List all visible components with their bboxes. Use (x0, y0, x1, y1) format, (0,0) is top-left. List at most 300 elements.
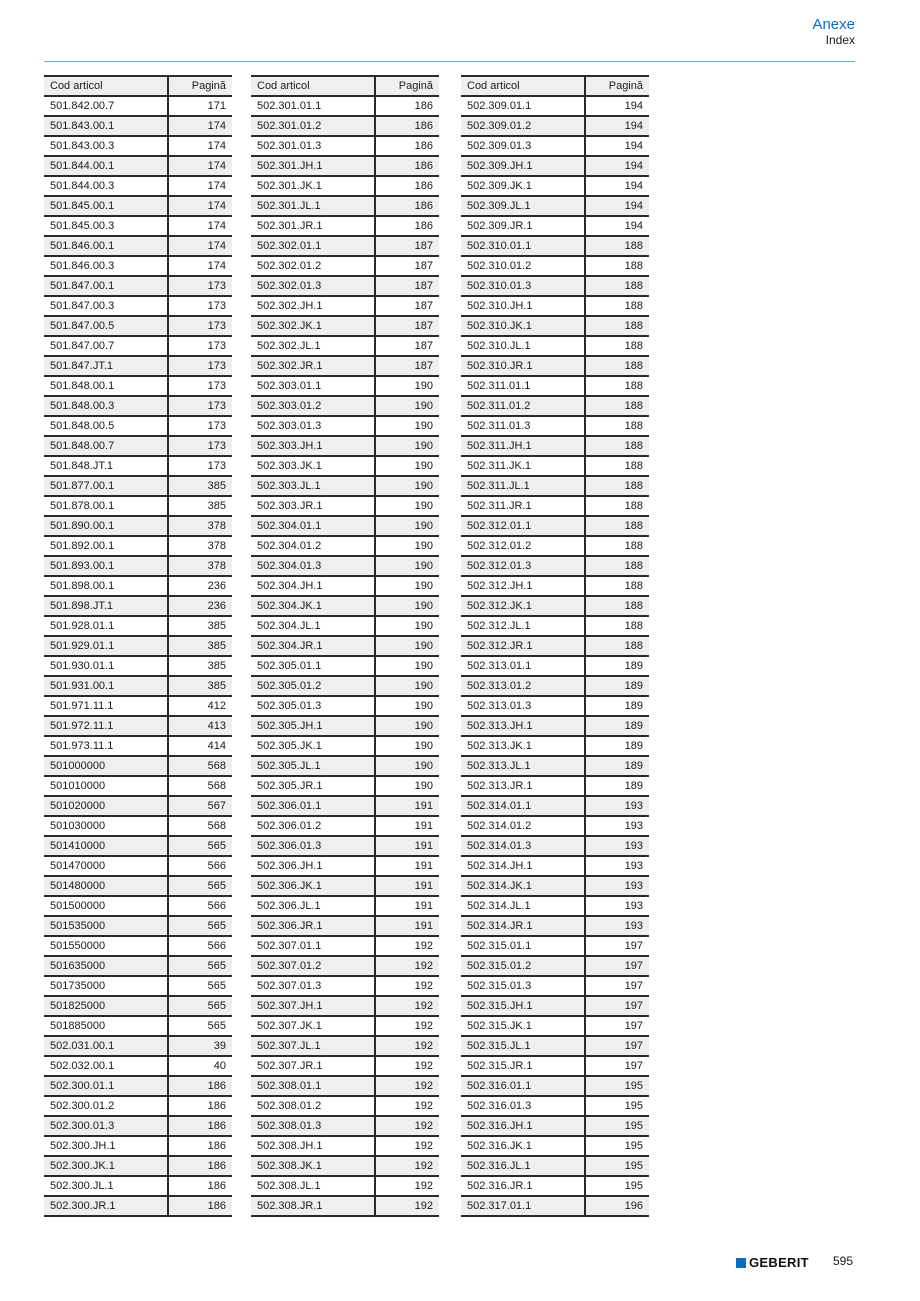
section-title: Anexe (812, 16, 855, 33)
page-reference: 186 (375, 136, 439, 156)
table-row (251, 376, 439, 396)
table-row (44, 116, 232, 136)
article-code: 502.313.01.1 (461, 656, 585, 676)
article-code: 502.305.JK.1 (251, 736, 375, 756)
table-row (461, 336, 649, 356)
table-row (461, 476, 649, 496)
table-row (461, 816, 649, 836)
article-code: 501885000 (44, 1016, 168, 1036)
page-reference: 190 (375, 536, 439, 556)
article-code: 502.307.JH.1 (251, 996, 375, 1016)
page-reference: 186 (168, 1196, 232, 1216)
page-reference: 190 (375, 396, 439, 416)
article-code: 501.846.00.3 (44, 256, 168, 276)
page-reference: 186 (168, 1116, 232, 1136)
table-row (461, 636, 649, 656)
page-reference: 195 (585, 1156, 649, 1176)
page-reference: 565 (168, 876, 232, 896)
page-reference: 188 (585, 396, 649, 416)
table-row (44, 696, 232, 716)
table-row (44, 336, 232, 356)
article-code: 502.309.01.2 (461, 116, 585, 136)
table-row (251, 216, 439, 236)
table-row (44, 96, 232, 116)
article-code: 502.300.01.3 (44, 1116, 168, 1136)
article-code: 502.316.01.3 (461, 1096, 585, 1116)
table-row (251, 136, 439, 156)
table-row (461, 796, 649, 816)
article-code: 501000000 (44, 756, 168, 776)
page-reference: 188 (585, 636, 649, 656)
article-code: 501.893.00.1 (44, 556, 168, 576)
page-reference: 189 (585, 656, 649, 676)
page-reference: 187 (375, 296, 439, 316)
table-row (44, 536, 232, 556)
page-reference: 193 (585, 836, 649, 856)
page-reference: 197 (585, 976, 649, 996)
article-code: 502.313.JK.1 (461, 736, 585, 756)
page-reference: 187 (375, 356, 439, 376)
table-row (251, 1196, 439, 1216)
table-row (44, 896, 232, 916)
table-row (461, 436, 649, 456)
table-row (44, 296, 232, 316)
page-reference: 188 (585, 476, 649, 496)
page-reference: 413 (168, 716, 232, 736)
table-row (461, 976, 649, 996)
table-row (461, 1016, 649, 1036)
table-row (251, 1136, 439, 1156)
page-reference: 194 (585, 176, 649, 196)
table-row (461, 856, 649, 876)
table-row (251, 736, 439, 756)
page-reference: 186 (375, 156, 439, 176)
article-code: 502.303.01.2 (251, 396, 375, 416)
table-row (461, 136, 649, 156)
table-row (461, 956, 649, 976)
table-row (461, 536, 649, 556)
article-code: 501.931.00.1 (44, 676, 168, 696)
table-row (461, 236, 649, 256)
page-reference: 190 (375, 596, 439, 616)
article-code: 501.845.00.1 (44, 196, 168, 216)
page-reference: 197 (585, 1056, 649, 1076)
article-code: 501825000 (44, 996, 168, 1016)
table-row (44, 836, 232, 856)
table-row (44, 996, 232, 1016)
table-row (44, 316, 232, 336)
page-reference: 174 (168, 196, 232, 216)
article-code: 501.842.00.7 (44, 96, 168, 116)
page-reference: 197 (585, 956, 649, 976)
article-code: 502.306.JH.1 (251, 856, 375, 876)
article-code: 502.314.JL.1 (461, 896, 585, 916)
brand-name: GEBERIT (749, 1255, 809, 1270)
page-reference: 414 (168, 736, 232, 756)
article-code: 502.315.JR.1 (461, 1056, 585, 1076)
article-code: 502.301.JH.1 (251, 156, 375, 176)
article-code: 501500000 (44, 896, 168, 916)
page-reference: 567 (168, 796, 232, 816)
page-reference: 191 (375, 896, 439, 916)
article-code: 502.311.01.3 (461, 416, 585, 436)
article-code: 502.306.01.2 (251, 816, 375, 836)
table-row (251, 1096, 439, 1116)
article-code: 501.848.00.5 (44, 416, 168, 436)
column-header-page: Pagină (375, 76, 439, 96)
article-code: 501480000 (44, 876, 168, 896)
table-row (251, 1016, 439, 1036)
article-code: 502.313.JR.1 (461, 776, 585, 796)
table-row (251, 276, 439, 296)
table-row (461, 656, 649, 676)
table-row (44, 616, 232, 636)
article-code: 502.302.01.2 (251, 256, 375, 276)
article-code: 501.878.00.1 (44, 496, 168, 516)
page-reference: 193 (585, 916, 649, 936)
article-code: 502.301.JL.1 (251, 196, 375, 216)
table-row (44, 976, 232, 996)
page-reference: 187 (375, 236, 439, 256)
column-header-code: Cod articol (44, 76, 168, 96)
table-row (461, 596, 649, 616)
page-reference: 188 (585, 276, 649, 296)
article-code: 502.313.JH.1 (461, 716, 585, 736)
page-reference: 188 (585, 496, 649, 516)
page-reference: 193 (585, 856, 649, 876)
table-row (461, 676, 649, 696)
article-code: 502.307.JR.1 (251, 1056, 375, 1076)
article-code: 502.311.JK.1 (461, 456, 585, 476)
page-reference: 173 (168, 296, 232, 316)
page-reference: 189 (585, 716, 649, 736)
article-code: 502.316.JK.1 (461, 1136, 585, 1156)
article-code: 502.305.01.3 (251, 696, 375, 716)
section-subtitle: Index (825, 33, 855, 47)
article-code: 502.310.JR.1 (461, 356, 585, 376)
page-reference: 412 (168, 696, 232, 716)
table-row (461, 516, 649, 536)
page-reference: 174 (168, 116, 232, 136)
article-code: 502.304.JH.1 (251, 576, 375, 596)
page-reference: 173 (168, 436, 232, 456)
article-code: 502.305.01.1 (251, 656, 375, 676)
page-reference: 39 (168, 1036, 232, 1056)
page-reference: 171 (168, 96, 232, 116)
page-reference: 192 (375, 976, 439, 996)
article-code: 502.309.JL.1 (461, 196, 585, 216)
table-row (461, 576, 649, 596)
article-code: 502.301.01.3 (251, 136, 375, 156)
table-row (44, 816, 232, 836)
article-code: 502.031.00.1 (44, 1036, 168, 1056)
table-row (44, 1016, 232, 1036)
table-row (461, 556, 649, 576)
article-code: 502.301.JR.1 (251, 216, 375, 236)
page-reference: 566 (168, 896, 232, 916)
article-code: 502.310.01.2 (461, 256, 585, 276)
table-row (44, 676, 232, 696)
article-code: 501.892.00.1 (44, 536, 168, 556)
article-code: 501020000 (44, 796, 168, 816)
article-code: 502.302.01.3 (251, 276, 375, 296)
page-reference: 173 (168, 336, 232, 356)
table-row (461, 876, 649, 896)
article-code: 502.303.JH.1 (251, 436, 375, 456)
index-table-2 (251, 75, 439, 1217)
page-reference: 188 (585, 556, 649, 576)
article-code: 501.877.00.1 (44, 476, 168, 496)
page-reference: 187 (375, 276, 439, 296)
page-reference: 236 (168, 596, 232, 616)
article-code: 502.316.01.1 (461, 1076, 585, 1096)
page-reference: 565 (168, 916, 232, 936)
table-header-row (44, 76, 232, 96)
article-code: 501.890.00.1 (44, 516, 168, 536)
article-code: 502.300.JL.1 (44, 1176, 168, 1196)
page-reference: 192 (375, 1156, 439, 1176)
page-reference: 174 (168, 136, 232, 156)
page-reference: 186 (168, 1096, 232, 1116)
article-code: 501.848.JT.1 (44, 456, 168, 476)
page-reference: 190 (375, 756, 439, 776)
page-reference: 190 (375, 376, 439, 396)
article-code: 502.305.JL.1 (251, 756, 375, 776)
table-row (251, 596, 439, 616)
table-row (461, 776, 649, 796)
article-code: 502.303.01.1 (251, 376, 375, 396)
article-code: 502.303.JL.1 (251, 476, 375, 496)
article-code: 502.309.JK.1 (461, 176, 585, 196)
article-code: 501470000 (44, 856, 168, 876)
table-row (44, 876, 232, 896)
article-code: 502.311.01.1 (461, 376, 585, 396)
table-row (251, 796, 439, 816)
page-reference: 188 (585, 576, 649, 596)
article-code: 502.300.01.1 (44, 1076, 168, 1096)
article-code: 502.307.JK.1 (251, 1016, 375, 1036)
article-code: 502.314.JH.1 (461, 856, 585, 876)
table-row (44, 1156, 232, 1176)
page-reference: 192 (375, 1176, 439, 1196)
article-code: 501.973.11.1 (44, 736, 168, 756)
page-reference: 188 (585, 236, 649, 256)
article-code: 501.847.00.1 (44, 276, 168, 296)
article-code: 502.306.JR.1 (251, 916, 375, 936)
table-row (251, 576, 439, 596)
page-reference: 190 (375, 656, 439, 676)
article-code: 502.314.JK.1 (461, 876, 585, 896)
article-code: 502.317.01.1 (461, 1196, 585, 1216)
article-code: 502.309.JR.1 (461, 216, 585, 236)
page-reference: 236 (168, 576, 232, 596)
table-header-row (461, 76, 649, 96)
page-reference: 195 (585, 1116, 649, 1136)
header-divider (44, 61, 855, 62)
article-code: 502.314.01.3 (461, 836, 585, 856)
article-code: 502.311.JR.1 (461, 496, 585, 516)
page-reference: 173 (168, 396, 232, 416)
table-row (251, 836, 439, 856)
page-number: 595 (833, 1254, 854, 1268)
article-code: 502.301.01.1 (251, 96, 375, 116)
page-reference: 188 (585, 296, 649, 316)
article-code: 502.314.JR.1 (461, 916, 585, 936)
table-row (251, 636, 439, 656)
index-table-1 (44, 75, 232, 1217)
page-reference: 195 (585, 1136, 649, 1156)
table-row (251, 716, 439, 736)
article-code: 502.311.01.2 (461, 396, 585, 416)
table-row (251, 1116, 439, 1136)
page-reference: 385 (168, 656, 232, 676)
article-code: 501.846.00.1 (44, 236, 168, 256)
page-reference: 378 (168, 556, 232, 576)
article-code: 502.304.01.3 (251, 556, 375, 576)
table-row (251, 776, 439, 796)
page-reference: 192 (375, 956, 439, 976)
article-code: 502.312.JH.1 (461, 576, 585, 596)
table-row (44, 136, 232, 156)
page-reference: 194 (585, 156, 649, 176)
article-code: 502.302.JK.1 (251, 316, 375, 336)
article-code: 501.847.00.7 (44, 336, 168, 356)
page-reference: 190 (375, 496, 439, 516)
article-code: 501.971.11.1 (44, 696, 168, 716)
article-code: 502.312.JL.1 (461, 616, 585, 636)
table-row (461, 1116, 649, 1136)
page-reference: 189 (585, 676, 649, 696)
table-row (461, 156, 649, 176)
article-code: 502.306.JL.1 (251, 896, 375, 916)
table-row (44, 156, 232, 176)
table-row (251, 696, 439, 716)
article-code: 502.316.JL.1 (461, 1156, 585, 1176)
table-row (251, 556, 439, 576)
table-row (251, 456, 439, 476)
article-code: 501735000 (44, 976, 168, 996)
page-reference: 174 (168, 176, 232, 196)
table-row (44, 376, 232, 396)
table-row (44, 1036, 232, 1056)
page-reference: 385 (168, 496, 232, 516)
article-code: 502.315.JL.1 (461, 1036, 585, 1056)
table-row (44, 356, 232, 376)
article-code: 502.308.01.2 (251, 1096, 375, 1116)
page-reference: 568 (168, 776, 232, 796)
table-row (44, 1096, 232, 1116)
article-code: 502.306.JK.1 (251, 876, 375, 896)
table-row (251, 996, 439, 1016)
table-row (44, 216, 232, 236)
page-reference: 188 (585, 536, 649, 556)
page-reference: 190 (375, 476, 439, 496)
article-code: 501.848.00.7 (44, 436, 168, 456)
page-reference: 192 (375, 1056, 439, 1076)
table-row (251, 976, 439, 996)
page-reference: 173 (168, 356, 232, 376)
table-row (461, 116, 649, 136)
page-reference: 190 (375, 576, 439, 596)
table-row (251, 1176, 439, 1196)
page-reference: 190 (375, 676, 439, 696)
article-code: 502.302.01.1 (251, 236, 375, 256)
table-row (44, 756, 232, 776)
table-row (461, 736, 649, 756)
table-row (251, 196, 439, 216)
table-row (251, 856, 439, 876)
page-reference: 385 (168, 476, 232, 496)
article-code: 501.845.00.3 (44, 216, 168, 236)
article-code: 502.312.01.3 (461, 556, 585, 576)
page-reference: 195 (585, 1096, 649, 1116)
article-code: 502.316.JH.1 (461, 1116, 585, 1136)
table-row (44, 416, 232, 436)
page-reference: 194 (585, 216, 649, 236)
article-code: 502.307.01.3 (251, 976, 375, 996)
article-code: 502.309.JH.1 (461, 156, 585, 176)
table-row (251, 756, 439, 776)
page-reference: 194 (585, 116, 649, 136)
page-reference: 173 (168, 456, 232, 476)
table-row (44, 656, 232, 676)
article-code: 501030000 (44, 816, 168, 836)
table-row (461, 1176, 649, 1196)
table-row (251, 296, 439, 316)
table-row (44, 516, 232, 536)
page-reference: 194 (585, 196, 649, 216)
table-row (44, 716, 232, 736)
table-row (44, 776, 232, 796)
table-row (461, 756, 649, 776)
table-row (251, 876, 439, 896)
page-reference: 193 (585, 796, 649, 816)
article-code: 502.305.01.2 (251, 676, 375, 696)
article-code: 502.302.JL.1 (251, 336, 375, 356)
article-code: 502.308.JK.1 (251, 1156, 375, 1176)
table-row (44, 236, 232, 256)
page-reference: 188 (585, 456, 649, 476)
page-reference: 192 (375, 996, 439, 1016)
table-row (461, 1056, 649, 1076)
article-code: 501.930.01.1 (44, 656, 168, 676)
page-reference: 190 (375, 776, 439, 796)
table-row (44, 1056, 232, 1076)
article-code: 501.847.JT.1 (44, 356, 168, 376)
page-reference: 197 (585, 1016, 649, 1036)
page-reference: 188 (585, 596, 649, 616)
article-code: 501.898.JT.1 (44, 596, 168, 616)
article-code: 501635000 (44, 956, 168, 976)
article-code: 502.300.01.2 (44, 1096, 168, 1116)
page-reference: 188 (585, 416, 649, 436)
column-header-page: Pagină (585, 76, 649, 96)
page-reference: 186 (375, 116, 439, 136)
page-reference: 192 (375, 1196, 439, 1216)
article-code: 501.972.11.1 (44, 716, 168, 736)
table-row (461, 316, 649, 336)
table-row (44, 596, 232, 616)
article-code: 502.313.JL.1 (461, 756, 585, 776)
article-code: 502.312.01.2 (461, 536, 585, 556)
table-row (251, 436, 439, 456)
table-row (461, 376, 649, 396)
table-row (44, 1196, 232, 1216)
table-row (44, 916, 232, 936)
page-reference: 190 (375, 516, 439, 536)
article-code: 501.847.00.5 (44, 316, 168, 336)
article-code: 502.303.JR.1 (251, 496, 375, 516)
